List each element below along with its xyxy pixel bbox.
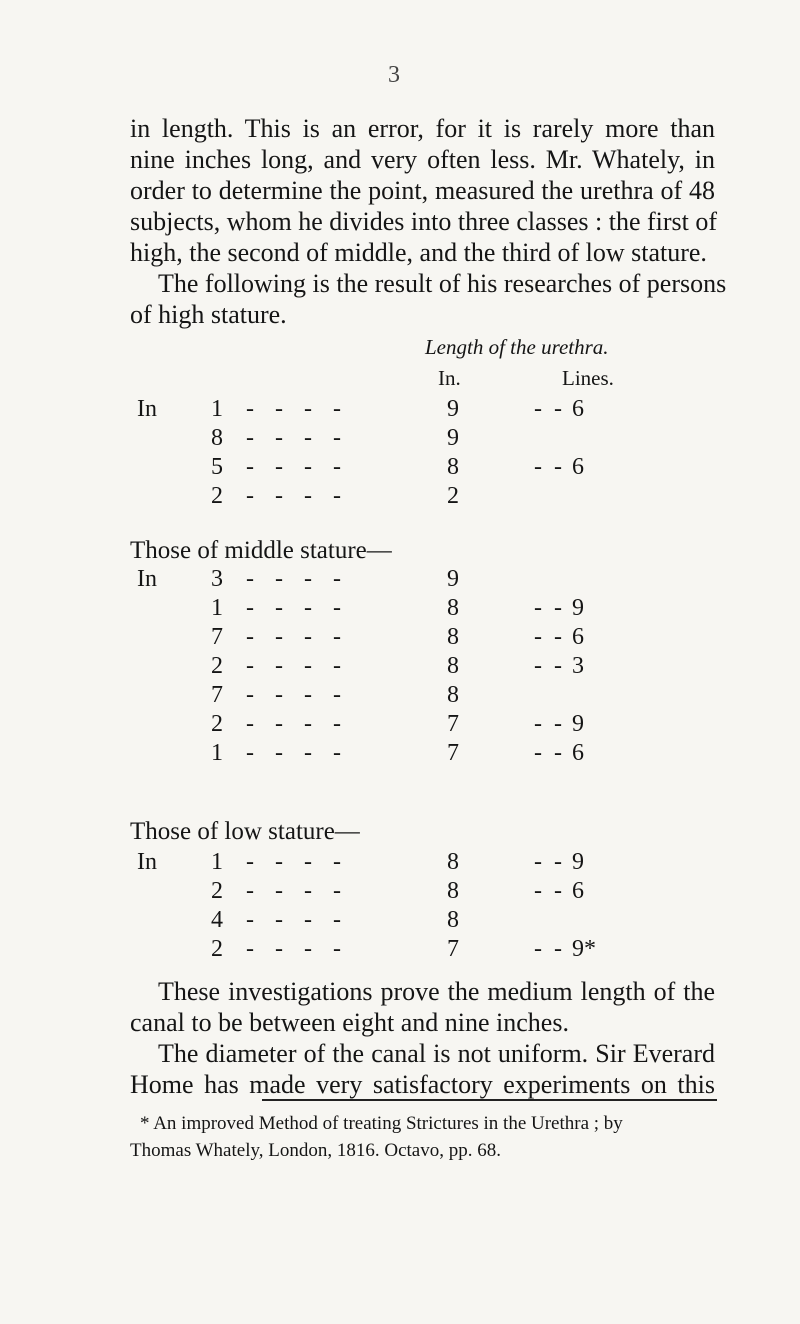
subject-count: 1 (211, 396, 223, 422)
group-label: Those of middle stature— (130, 537, 392, 564)
dot-leader: ---- (246, 595, 362, 621)
page-number: 3 (388, 62, 400, 88)
dot-leader: ---- (246, 907, 362, 933)
text-line: canal to be between eight and nine inches. (130, 1008, 569, 1037)
table-row (0, 653, 800, 679)
dot-leader: -- (534, 454, 574, 480)
text-line: order to determine the point, measured the urethra of 48 (130, 176, 715, 205)
row-prefix: In (137, 396, 157, 422)
inches-value: 2 (447, 483, 459, 509)
footnote (130, 1110, 715, 1164)
text-line: of high stature. (130, 300, 287, 329)
text-line: subjects, whom he divides into three classes : the first of (130, 207, 718, 236)
inches-value: 8 (447, 653, 459, 679)
dot-leader: -- (534, 711, 574, 737)
dot-leader: -- (534, 878, 574, 904)
dot-leader: ---- (246, 396, 362, 422)
text-line: in length. This is an error, for it is rarely more than (130, 114, 715, 143)
intro-paragraph (130, 113, 727, 330)
lines-value: 9* (572, 936, 596, 962)
lines-value: 6 (572, 454, 584, 480)
text-line: nine inches long, and very often less. Mr. Whately, in (130, 145, 715, 174)
subject-count: 1 (211, 595, 223, 621)
dot-leader: ---- (246, 711, 362, 737)
table-row (0, 711, 800, 737)
inches-value: 7 (447, 936, 459, 962)
dot-leader: ---- (246, 878, 362, 904)
inches-value: 8 (447, 595, 459, 621)
subject-count: 2 (211, 483, 223, 509)
inches-value: 9 (447, 566, 459, 592)
inches-value: 8 (447, 849, 459, 875)
lines-value: 6 (572, 396, 584, 422)
dot-leader: ---- (246, 483, 362, 509)
inches-value: 8 (447, 624, 459, 650)
inches-value: 8 (447, 454, 459, 480)
dot-leader: -- (534, 740, 574, 766)
table-row (0, 624, 800, 650)
inches-value: 8 (447, 907, 459, 933)
footnote-rule (262, 1099, 717, 1101)
lines-value: 6 (572, 878, 584, 904)
subject-count: 2 (211, 936, 223, 962)
subject-count: 1 (211, 849, 223, 875)
column-header-inches: In. (438, 366, 461, 390)
row-prefix: In (137, 849, 157, 875)
dot-leader: ---- (246, 566, 362, 592)
text-line: The following is the result of his researches of persons (158, 269, 727, 298)
dot-leader: -- (534, 653, 574, 679)
dot-leader: ---- (246, 454, 362, 480)
subject-count: 2 (211, 711, 223, 737)
table-row (0, 878, 800, 904)
dot-leader: ---- (246, 682, 362, 708)
table-row (0, 936, 800, 962)
dot-leader: ---- (246, 849, 362, 875)
dot-leader: -- (534, 396, 574, 422)
group-label: Those of low stature— (130, 818, 360, 845)
inches-value: 9 (447, 396, 459, 422)
table-row (0, 566, 800, 592)
dot-leader: ---- (246, 936, 362, 962)
dot-leader: ---- (246, 653, 362, 679)
subject-count: 5 (211, 454, 223, 480)
subject-count: 7 (211, 624, 223, 650)
dot-leader: -- (534, 624, 574, 650)
table-row (0, 849, 800, 875)
table-row (0, 595, 800, 621)
footnote-line: Thomas Whately, London, 1816. Octavo, pp. 68. (130, 1140, 501, 1161)
dot-leader: -- (534, 849, 574, 875)
subject-count: 4 (211, 907, 223, 933)
table-row (0, 682, 800, 708)
dot-leader: ---- (246, 624, 362, 650)
table-row (0, 454, 800, 480)
subject-count: 8 (211, 425, 223, 451)
table-row (0, 396, 800, 422)
lines-value: 9 (572, 711, 584, 737)
footnote-line: * An improved Method of treating Strictures in the Urethra ; by (140, 1113, 623, 1134)
column-header-lines: Lines. (562, 366, 614, 390)
text-line: The diameter of the canal is not uniform. Sir Everard (158, 1039, 715, 1068)
subject-count: 1 (211, 740, 223, 766)
lines-value: 9 (572, 849, 584, 875)
subject-count: 3 (211, 566, 223, 592)
table-row (0, 425, 800, 451)
text-line: Home has made very satisfactory experiments on this (130, 1070, 715, 1099)
subject-count: 7 (211, 682, 223, 708)
subject-count: 2 (211, 878, 223, 904)
inches-value: 8 (447, 878, 459, 904)
inches-value: 7 (447, 740, 459, 766)
dot-leader: ---- (246, 425, 362, 451)
lines-value: 6 (572, 740, 584, 766)
inches-value: 7 (447, 711, 459, 737)
subject-count: 2 (211, 653, 223, 679)
inches-value: 9 (447, 425, 459, 451)
lines-value: 9 (572, 595, 584, 621)
inches-value: 8 (447, 682, 459, 708)
text-line: high, the second of middle, and the third of low stature. (130, 238, 707, 267)
dot-leader: -- (534, 595, 574, 621)
lines-value: 3 (572, 653, 584, 679)
lines-value: 6 (572, 624, 584, 650)
table-row (0, 740, 800, 766)
table-row (0, 483, 800, 509)
table-title: Length of the urethra. (425, 335, 609, 359)
closing-paragraph (130, 976, 715, 1100)
text-line: These investigations prove the medium length of the (158, 977, 715, 1006)
row-prefix: In (137, 566, 157, 592)
table-row (0, 907, 800, 933)
dot-leader: -- (534, 936, 574, 962)
dot-leader: ---- (246, 740, 362, 766)
